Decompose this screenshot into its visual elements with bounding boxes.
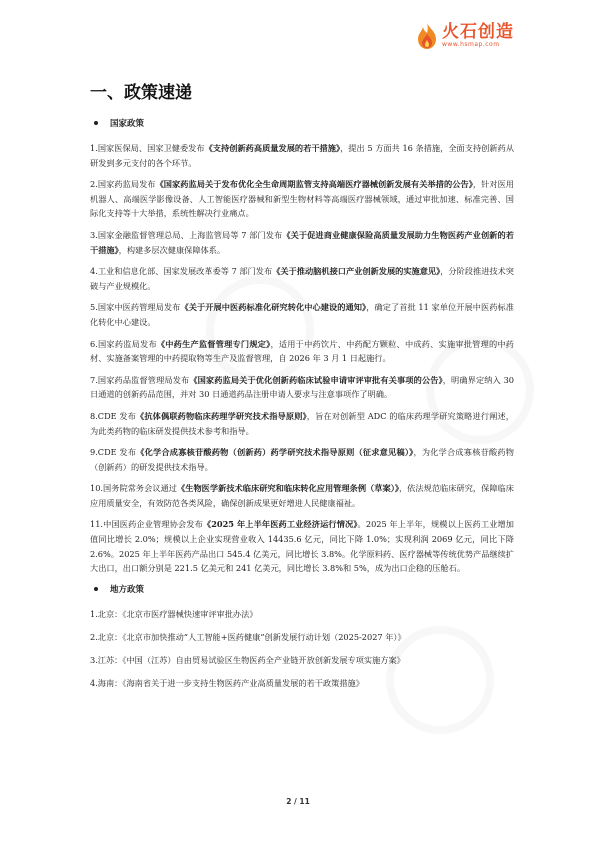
policy-item-intro: 3.国家金融监督管理总局、上海监管局等 7 部门发布 (90, 229, 283, 240)
policy-item-summary: ，提出 5 方面共 16 条措施，全面支持创新药从研发到多元支付的各个环节。 (90, 143, 515, 168)
policy-document-title: 《关于促进商业健康保险高质量发展助力生物医药产业创新的若干措施》 (90, 229, 514, 255)
policy-item-summary: ，为化学合成寡核苷酸药物（创新药）的研发提供技术指导。 (90, 447, 514, 472)
policy-item-intro: 9.CDE 发布 (90, 447, 137, 458)
brand-logo (416, 22, 514, 50)
policy-item (90, 409, 514, 438)
brand-name: 火石创造 (442, 22, 514, 42)
policy-document-title: 《支持创新药高质量发展的若干措施》 (204, 143, 341, 153)
policy-item-intro: 4.工业和信息化部、国家发展改革委等 7 部门发布 (90, 266, 273, 277)
policy-document-title: 《抗体偶联药物临床药理学研究技术指导原则》 (136, 410, 307, 421)
policy-document-title: 《化学合成寡核苷酸药物（创新药）药学研究技术指导原则（征求意见稿）》 (136, 447, 414, 458)
policy-document-title: 《国家药监局关于优化创新药临床试验申请审评审批有关事项的公告》 (189, 374, 443, 385)
policy-item-intro: 5.国家中医药管理局发布 (90, 302, 181, 313)
policy-item (90, 177, 514, 221)
bullet-icon (94, 587, 98, 591)
policy-item (90, 228, 514, 257)
bullet-icon (94, 121, 98, 125)
policy-item (90, 264, 514, 293)
policy-item-intro: 11.中国医药企业管理协会发布 (90, 519, 203, 530)
page-content (90, 78, 514, 699)
policy-item-summary: 。2025 年上半年，规模以上医药工业增加值同比增长 2.0%；规模以上企业实现营业收入 14435.6 亿元，同比下降 1.0%；实现利润 2069 亿元，同比下降 2.6%。2025 年上半年医药产品出口 545.4 亿美元，同比增长 3.8%。化学原料药、医疗器械等传统优势产品继续扩大出口，出口额分别是 221.5 亿美元和 241 亿美元，同比增长 3.8%和 5%，成为出口企稳的压舱石。 (90, 519, 514, 574)
policy-item-intro: 8.CDE 发布 (90, 410, 137, 421)
policy-item-summary: ，明确界定纳入 30 日通道的创新药品范围，并对 30 日通道药品注册申请人要求与注意事项作了明确。 (90, 374, 515, 400)
local-policy-item: 3.江苏：《中国（江苏）自由贸易试验区生物医药全产业链开放创新发展专项实施方案》 (90, 654, 405, 665)
policy-document-title: 《生物医学新技术临床研究和临床转化应用管理条例（草案）》 (177, 483, 399, 494)
policy-item (90, 141, 514, 170)
policy-item (90, 337, 514, 366)
policy-item (90, 481, 514, 510)
section-title: 一、政策速递 (90, 83, 192, 103)
flame-logo-icon (416, 22, 438, 50)
policy-item-summary: ，分阶段推进技术突破与产业规模化。 (90, 266, 514, 291)
local-policy-item: 4.海南：《海南省关于进一步支持生物医药产业高质量发展的若干政策措施》 (90, 677, 364, 688)
local-policy-item: 1.北京：《北京市医疗器械快速审评审批办法》 (90, 608, 258, 619)
policy-item-summary: ，依法规范临床研究，保障临床应用质量安全，有效防范各类风险，确保创新成果更好增进人民健康福祉。 (90, 483, 514, 508)
policy-item-intro: 2.国家药监局发布 (90, 179, 156, 190)
policy-document-title: 《中药生产监督管理专门规定》 (156, 338, 271, 349)
local-policy-heading-label: 地方政策 (110, 584, 145, 595)
local-policy-item: 2.北京：《北京市加快推动“人工智能+医药健康”创新发展行动计划（2025-2027 年）》 (90, 631, 406, 642)
policy-item (90, 517, 514, 575)
policy-item-intro: 6.国家药监局发布 (90, 338, 157, 349)
local-policy-list (90, 607, 514, 690)
policy-item-summary: ，旨在对创新型 ADC 的临床药理学研究策略进行阐述，为此类药物的临床研发提供技术参考和指导。 (90, 410, 514, 436)
national-policy-list (90, 141, 514, 576)
page-number: 2 / 11 (286, 797, 310, 806)
policy-item (90, 373, 514, 402)
local-policy-heading (90, 583, 514, 595)
policy-item-summary: ，构建多层次健康保障体系。 (118, 244, 226, 255)
policy-item-summary: ，适用于中药饮片、中药配方颗粒、中成药、实施审批管理的中药材、实施备案管理的中药提取物等生产及监督管理，自 2026 年 3 月 1 日起施行。 (90, 338, 514, 364)
policy-document-title: 《关于开展中医药标准化研究转化中心建设的通知》 (180, 302, 367, 313)
national-policy-heading-label: 国家政策 (110, 119, 145, 129)
policy-document-title: 《国家药监局关于发布优化全生命周期监管支持高端医疗器械创新发展有关举措的公告》 (155, 179, 473, 190)
policy-item (90, 300, 514, 329)
policy-document-title: 《2025 年上半年医药工业经济运行情况》 (202, 519, 358, 530)
policy-item-summary: ，针对医用机器人、高端医学影像设备、人工智能医疗器械和新型生物材料等高端医疗器械领域，通过审批加速、标准完善、国际化支持等十大举措，系统性解决行业痛点。 (90, 179, 514, 219)
policy-document-title: 《关于推动脑机接口产业创新发展的实施意见》 (272, 266, 441, 277)
policy-item-summary: ，确定了首批 11 家单位开展中医药标准化转化中心建设。 (90, 302, 514, 327)
policy-item-intro: 7.国家药品监督管理局发布 (90, 374, 190, 385)
brand-url: www.hsmap.com (442, 41, 500, 48)
policy-item-intro: 1.国家医保局、国家卫健委发布 (90, 143, 205, 153)
policy-item (90, 445, 514, 474)
policy-item-intro: 10.国务院常务会议通过 (90, 483, 178, 494)
national-policy-heading (90, 117, 514, 129)
